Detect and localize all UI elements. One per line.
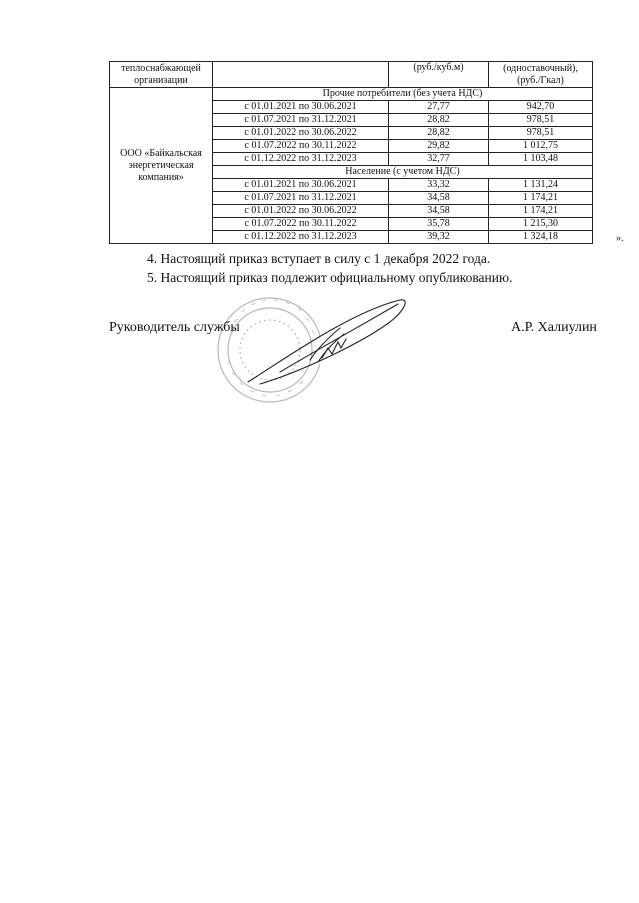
heat-tariff-cell: 1 012,75 xyxy=(489,140,593,153)
heat-tariff-cell: 1 131,24 xyxy=(489,179,593,192)
water-tariff-cell: 29,82 xyxy=(389,140,489,153)
water-tariff-cell: 28,82 xyxy=(389,114,489,127)
heat-tariff-cell: 1 174,21 xyxy=(489,192,593,205)
heat-tariff-cell: 978,51 xyxy=(489,114,593,127)
closing-quote-mark: ». xyxy=(616,233,624,244)
organization-name: ООО «Байкальская энергетическая компания» xyxy=(110,88,213,244)
table-header-row xyxy=(110,62,593,88)
period-cell: с 01.07.2022 по 30.11.2022 xyxy=(213,218,389,231)
period-cell: с 01.07.2022 по 30.11.2022 xyxy=(213,140,389,153)
tariff-table xyxy=(109,61,593,244)
heat-tariff-cell: 1 103,48 xyxy=(489,153,593,166)
period-cell: с 01.12.2022 по 31.12.2023 xyxy=(213,231,389,244)
heat-tariff-cell: 1 174,21 xyxy=(489,205,593,218)
water-tariff-cell: 35,78 xyxy=(389,218,489,231)
signatory-name: А.Р. Халиулин xyxy=(511,320,597,335)
period-cell: с 01.07.2021 по 31.12.2021 xyxy=(213,192,389,205)
header-org-label: теплоснабжающей организации xyxy=(110,62,213,88)
heat-tariff-cell: 978,51 xyxy=(489,127,593,140)
water-tariff-cell: 34,58 xyxy=(389,205,489,218)
signatory-position: Руководитель службы xyxy=(109,320,240,335)
paragraph-publication: 5. Настоящий приказ подлежит официальному опубликованию. xyxy=(147,270,513,285)
section-row xyxy=(110,88,593,101)
heat-tariff-cell: 1 215,30 xyxy=(489,218,593,231)
header-unit-heat: (одноставочный), (руб./Гкал) xyxy=(489,62,593,88)
period-cell: с 01.01.2021 по 30.06.2021 xyxy=(213,101,389,114)
water-tariff-cell: 32,77 xyxy=(389,153,489,166)
water-tariff-cell: 28,82 xyxy=(389,127,489,140)
header-period-cell xyxy=(213,62,389,88)
paragraph-effective-date: 4. Настоящий приказ вступает в силу с 1 декабря 2022 года. xyxy=(147,251,491,266)
period-cell: с 01.01.2021 по 30.06.2021 xyxy=(213,179,389,192)
water-tariff-cell: 27,77 xyxy=(389,101,489,114)
water-tariff-cell: 33,32 xyxy=(389,179,489,192)
period-cell: с 01.12.2022 по 31.12.2023 xyxy=(213,153,389,166)
handwritten-signature xyxy=(240,292,410,392)
header-unit-water: (руб./куб.м) xyxy=(389,62,489,88)
heat-tariff-cell: 1 324,18 xyxy=(489,231,593,244)
period-cell: с 01.07.2021 по 31.12.2021 xyxy=(213,114,389,127)
section-title: Прочие потребители (без учета НДС) xyxy=(213,88,593,101)
section-title: Население (с учетом НДС) xyxy=(213,166,593,179)
water-tariff-cell: 39,32 xyxy=(389,231,489,244)
period-cell: с 01.01.2022 по 30.06.2022 xyxy=(213,205,389,218)
water-tariff-cell: 34,58 xyxy=(389,192,489,205)
heat-tariff-cell: 942,70 xyxy=(489,101,593,114)
period-cell: с 01.01.2022 по 30.06.2022 xyxy=(213,127,389,140)
